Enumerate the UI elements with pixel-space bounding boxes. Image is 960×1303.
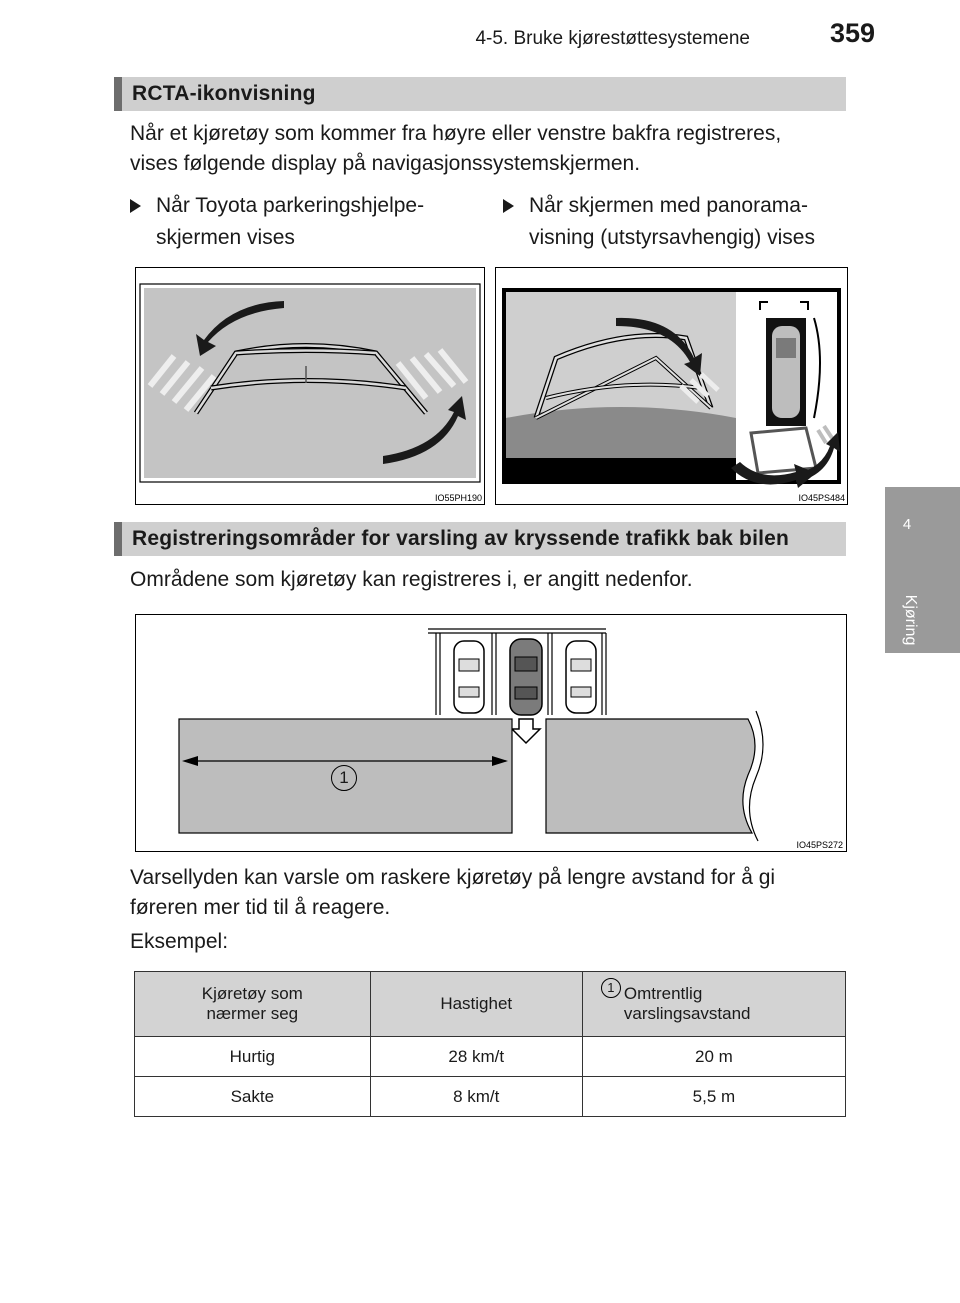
heading-bar <box>114 522 122 556</box>
bullet-panorama-view <box>503 190 853 256</box>
intro-line-1: Når et kjøretøy som kommer fra høyre eller venstre bakfra registreres, <box>130 122 782 145</box>
table-row <box>135 1037 846 1077</box>
bullet-text-line2: visning (utstyrsavhengig) vises <box>529 226 815 249</box>
parked-car-left <box>454 641 484 713</box>
alert-distance-table <box>134 971 846 1117</box>
section-heading-rcta <box>114 77 846 111</box>
header-line: Kjøretøy som <box>201 984 303 1003</box>
figure-code: IO45PS484 <box>798 493 845 503</box>
table-cell: 8 km/t <box>370 1077 582 1117</box>
table-cell: Sakte <box>135 1077 371 1117</box>
table-header-vehicle <box>135 972 371 1037</box>
bullet-text-line2: skjermen vises <box>156 226 295 249</box>
figure-parking-assist-display <box>135 267 485 505</box>
alert-para-line-2: føreren mer tid til å reagere. <box>130 896 391 919</box>
table-header-row <box>135 972 846 1037</box>
bullet-triangle-icon <box>503 199 514 213</box>
section-heading-text: Registreringsområder for varsling av kryssende trafikk bak bilen <box>132 527 790 550</box>
figure-detection-areas <box>135 614 847 852</box>
figure-panoramic-display <box>495 267 848 505</box>
table-cell: 28 km/t <box>370 1037 582 1077</box>
own-car <box>510 639 542 715</box>
bullet-toyota-parking <box>130 190 470 256</box>
table-cell: Hurtig <box>135 1037 371 1077</box>
header-line: nærmer seg <box>206 1004 299 1023</box>
bullet-triangle-icon <box>130 199 141 213</box>
table-cell: 20 m <box>582 1037 845 1077</box>
detection-areas-illustration <box>136 615 846 851</box>
reverse-arrow-icon <box>512 719 540 743</box>
chapter-name: Kjøring <box>902 594 919 646</box>
bullet-text-line1: Når skjermen med panorama- <box>529 194 808 217</box>
table-header-distance <box>582 972 845 1037</box>
heading-bar <box>114 77 122 111</box>
section-heading-detection-areas <box>114 522 846 556</box>
detection-intro: Områdene som kjøretøy kan registreres i, er angitt nedenfor. <box>130 568 693 591</box>
example-label: Eksempel: <box>130 930 229 953</box>
chapter-number: 4 <box>902 516 912 533</box>
table-header-speed: Hastighet <box>370 972 582 1037</box>
parked-car-right <box>566 641 596 713</box>
bullet-text-line1: Når Toyota parkeringshjelpe- <box>156 194 425 217</box>
table-row <box>135 1077 846 1117</box>
detection-zone-right <box>546 719 755 833</box>
running-header: 4-5. Bruke kjørestøttesystemene <box>475 28 750 49</box>
header-line: varslingsavstand <box>623 1004 751 1023</box>
callout-1: 1 <box>331 765 357 791</box>
header-line: Omtrentlig <box>623 984 703 1003</box>
parking-assist-illustration <box>136 268 484 504</box>
page-number: 359 <box>830 18 876 48</box>
figure-code: IO55PH190 <box>434 493 482 503</box>
intro-line-2: vises følgende display på navigasjonssystemskjermen. <box>130 152 641 175</box>
figure-code: IO45PS272 <box>796 840 843 850</box>
alert-para-line-1: Varsellyden kan varsle om raskere kjøretøy på lengre avstand for å gi <box>130 866 776 889</box>
chapter-tab <box>885 487 960 653</box>
callout-1: 1 <box>601 978 621 998</box>
table-cell: 5,5 m <box>582 1077 845 1117</box>
panoramic-illustration <box>496 268 847 504</box>
section-heading-text: RCTA-ikonvisning <box>132 82 316 105</box>
